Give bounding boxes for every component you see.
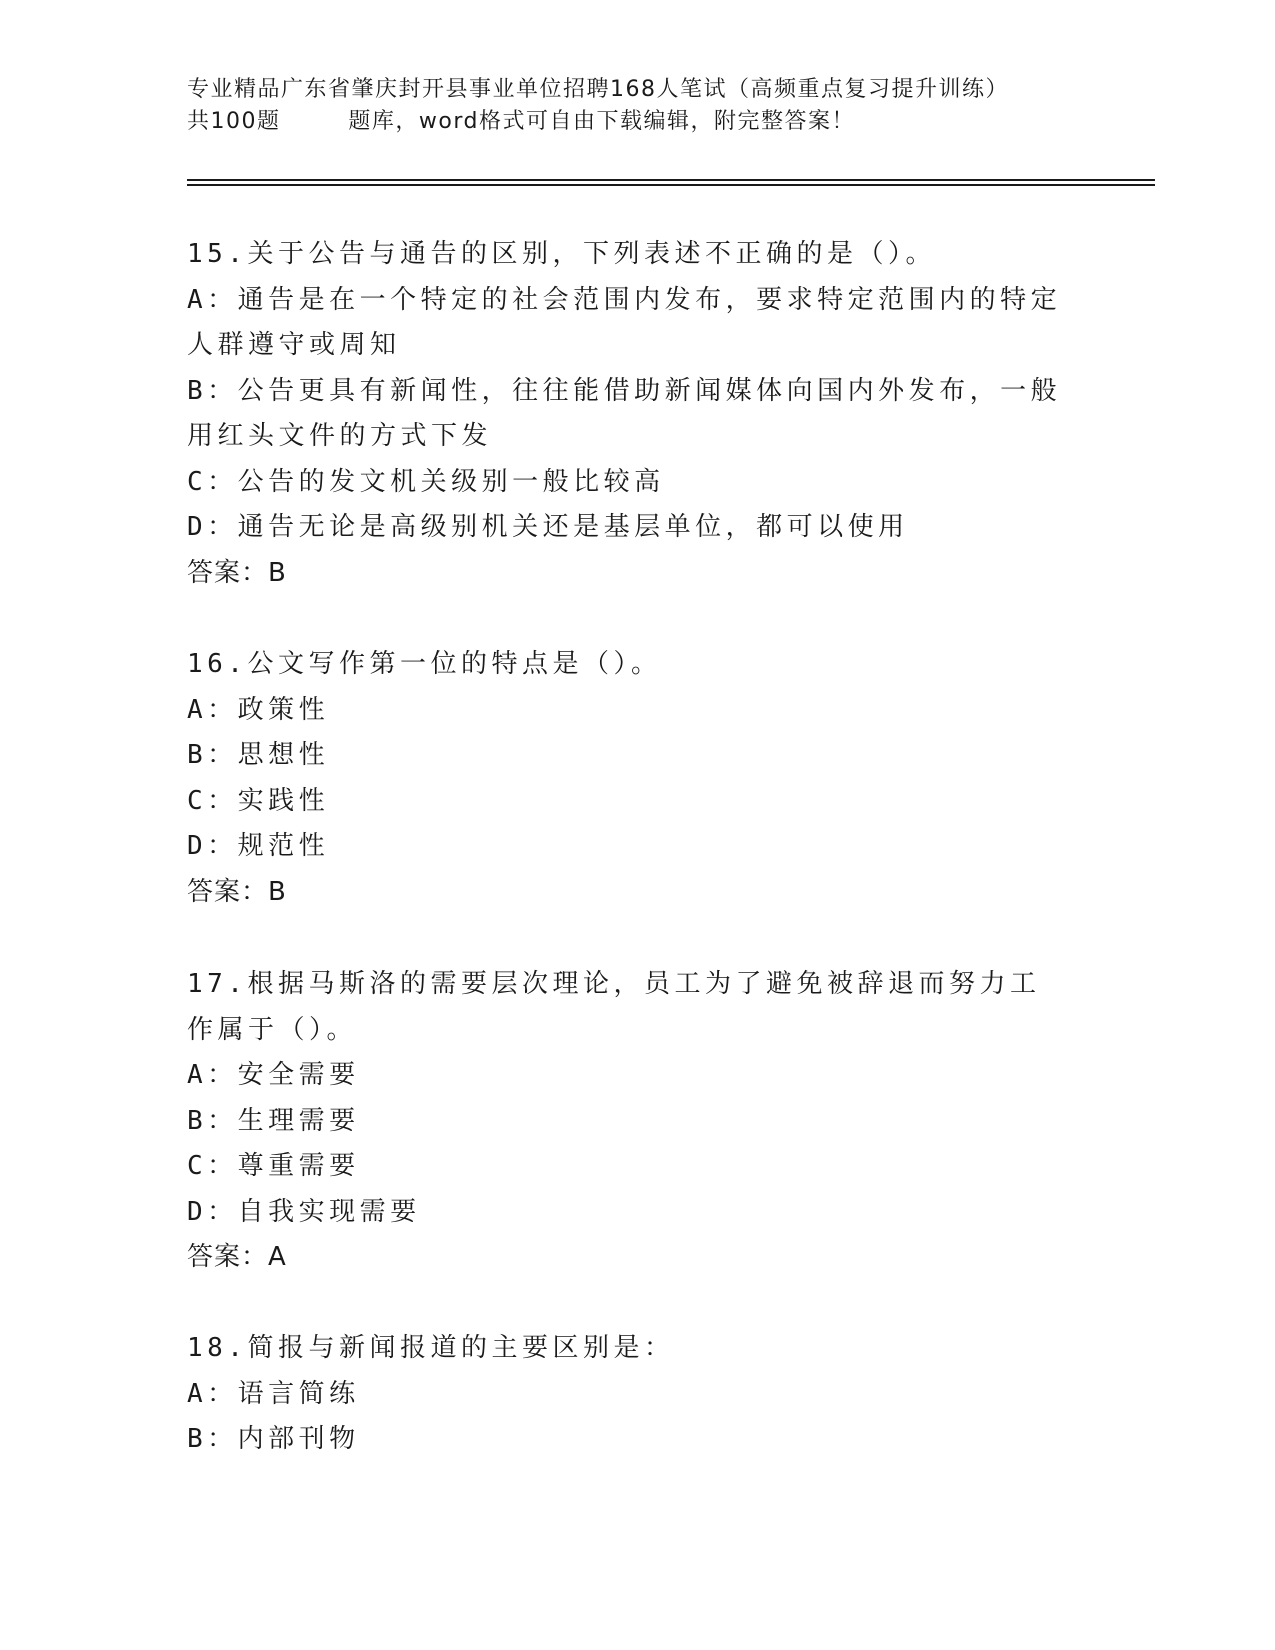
option-d: D：通告无论是高级别机关还是基层单位，都可以使用 (187, 512, 909, 542)
option-a: A：安全需要 (187, 1060, 360, 1090)
option-c: C：实践性 (187, 785, 330, 816)
question-16 (187, 642, 1067, 915)
option-b: B：生理需要 (187, 1105, 360, 1136)
question-title: 15.关于公告与通告的区别，下列表述不正确的是（）。 (187, 239, 936, 269)
option-d: D：自我实现需要 (187, 1196, 421, 1227)
answer-line: 答案：B (187, 557, 287, 588)
option-b: B：公告更具有新闻性，往往能借助新闻媒体向国内外发布，一般用红头文件的方式下发 (187, 375, 1062, 451)
header-divider-top (187, 179, 1155, 181)
option-a: A：通告是在一个特定的社会范围内发布，要求特定范围内的特定人群遵守或周知 (187, 284, 1062, 360)
header-divider-bottom (187, 184, 1155, 186)
option-b: B：思想性 (187, 740, 330, 770)
option-a: A：政策性 (187, 694, 330, 725)
question-18 (187, 1326, 1067, 1463)
question-title: 18.简报与新闻报道的主要区别是： (187, 1333, 675, 1363)
option-d: D：规范性 (187, 831, 330, 861)
document-header (187, 74, 1087, 138)
header-subtitle-line: 共100题 题库，word格式可自由下载编辑，附完整答案！ (187, 109, 856, 134)
question-title: 17.根据马斯洛的需要层次理论，员工为了避免被辞退而努力工作属于（）。 (187, 969, 1041, 1045)
option-a: A：语言简练 (187, 1378, 360, 1409)
header-title-line: 专业精品广东省肇庆封开县事业单位招聘168人笔试（高频重点复习提升训练） (187, 77, 1009, 102)
question-title: 16.公文写作第一位的特点是（）。 (187, 649, 662, 679)
option-c: C：公告的发文机关级别一般比较高 (187, 466, 665, 497)
question-15 (187, 232, 1067, 596)
option-c: C：尊重需要 (187, 1151, 360, 1181)
option-b: B：内部刊物 (187, 1424, 360, 1454)
answer-line: 答案：B (187, 876, 287, 907)
answer-line: 答案：A (187, 1242, 287, 1272)
question-17 (187, 962, 1067, 1281)
